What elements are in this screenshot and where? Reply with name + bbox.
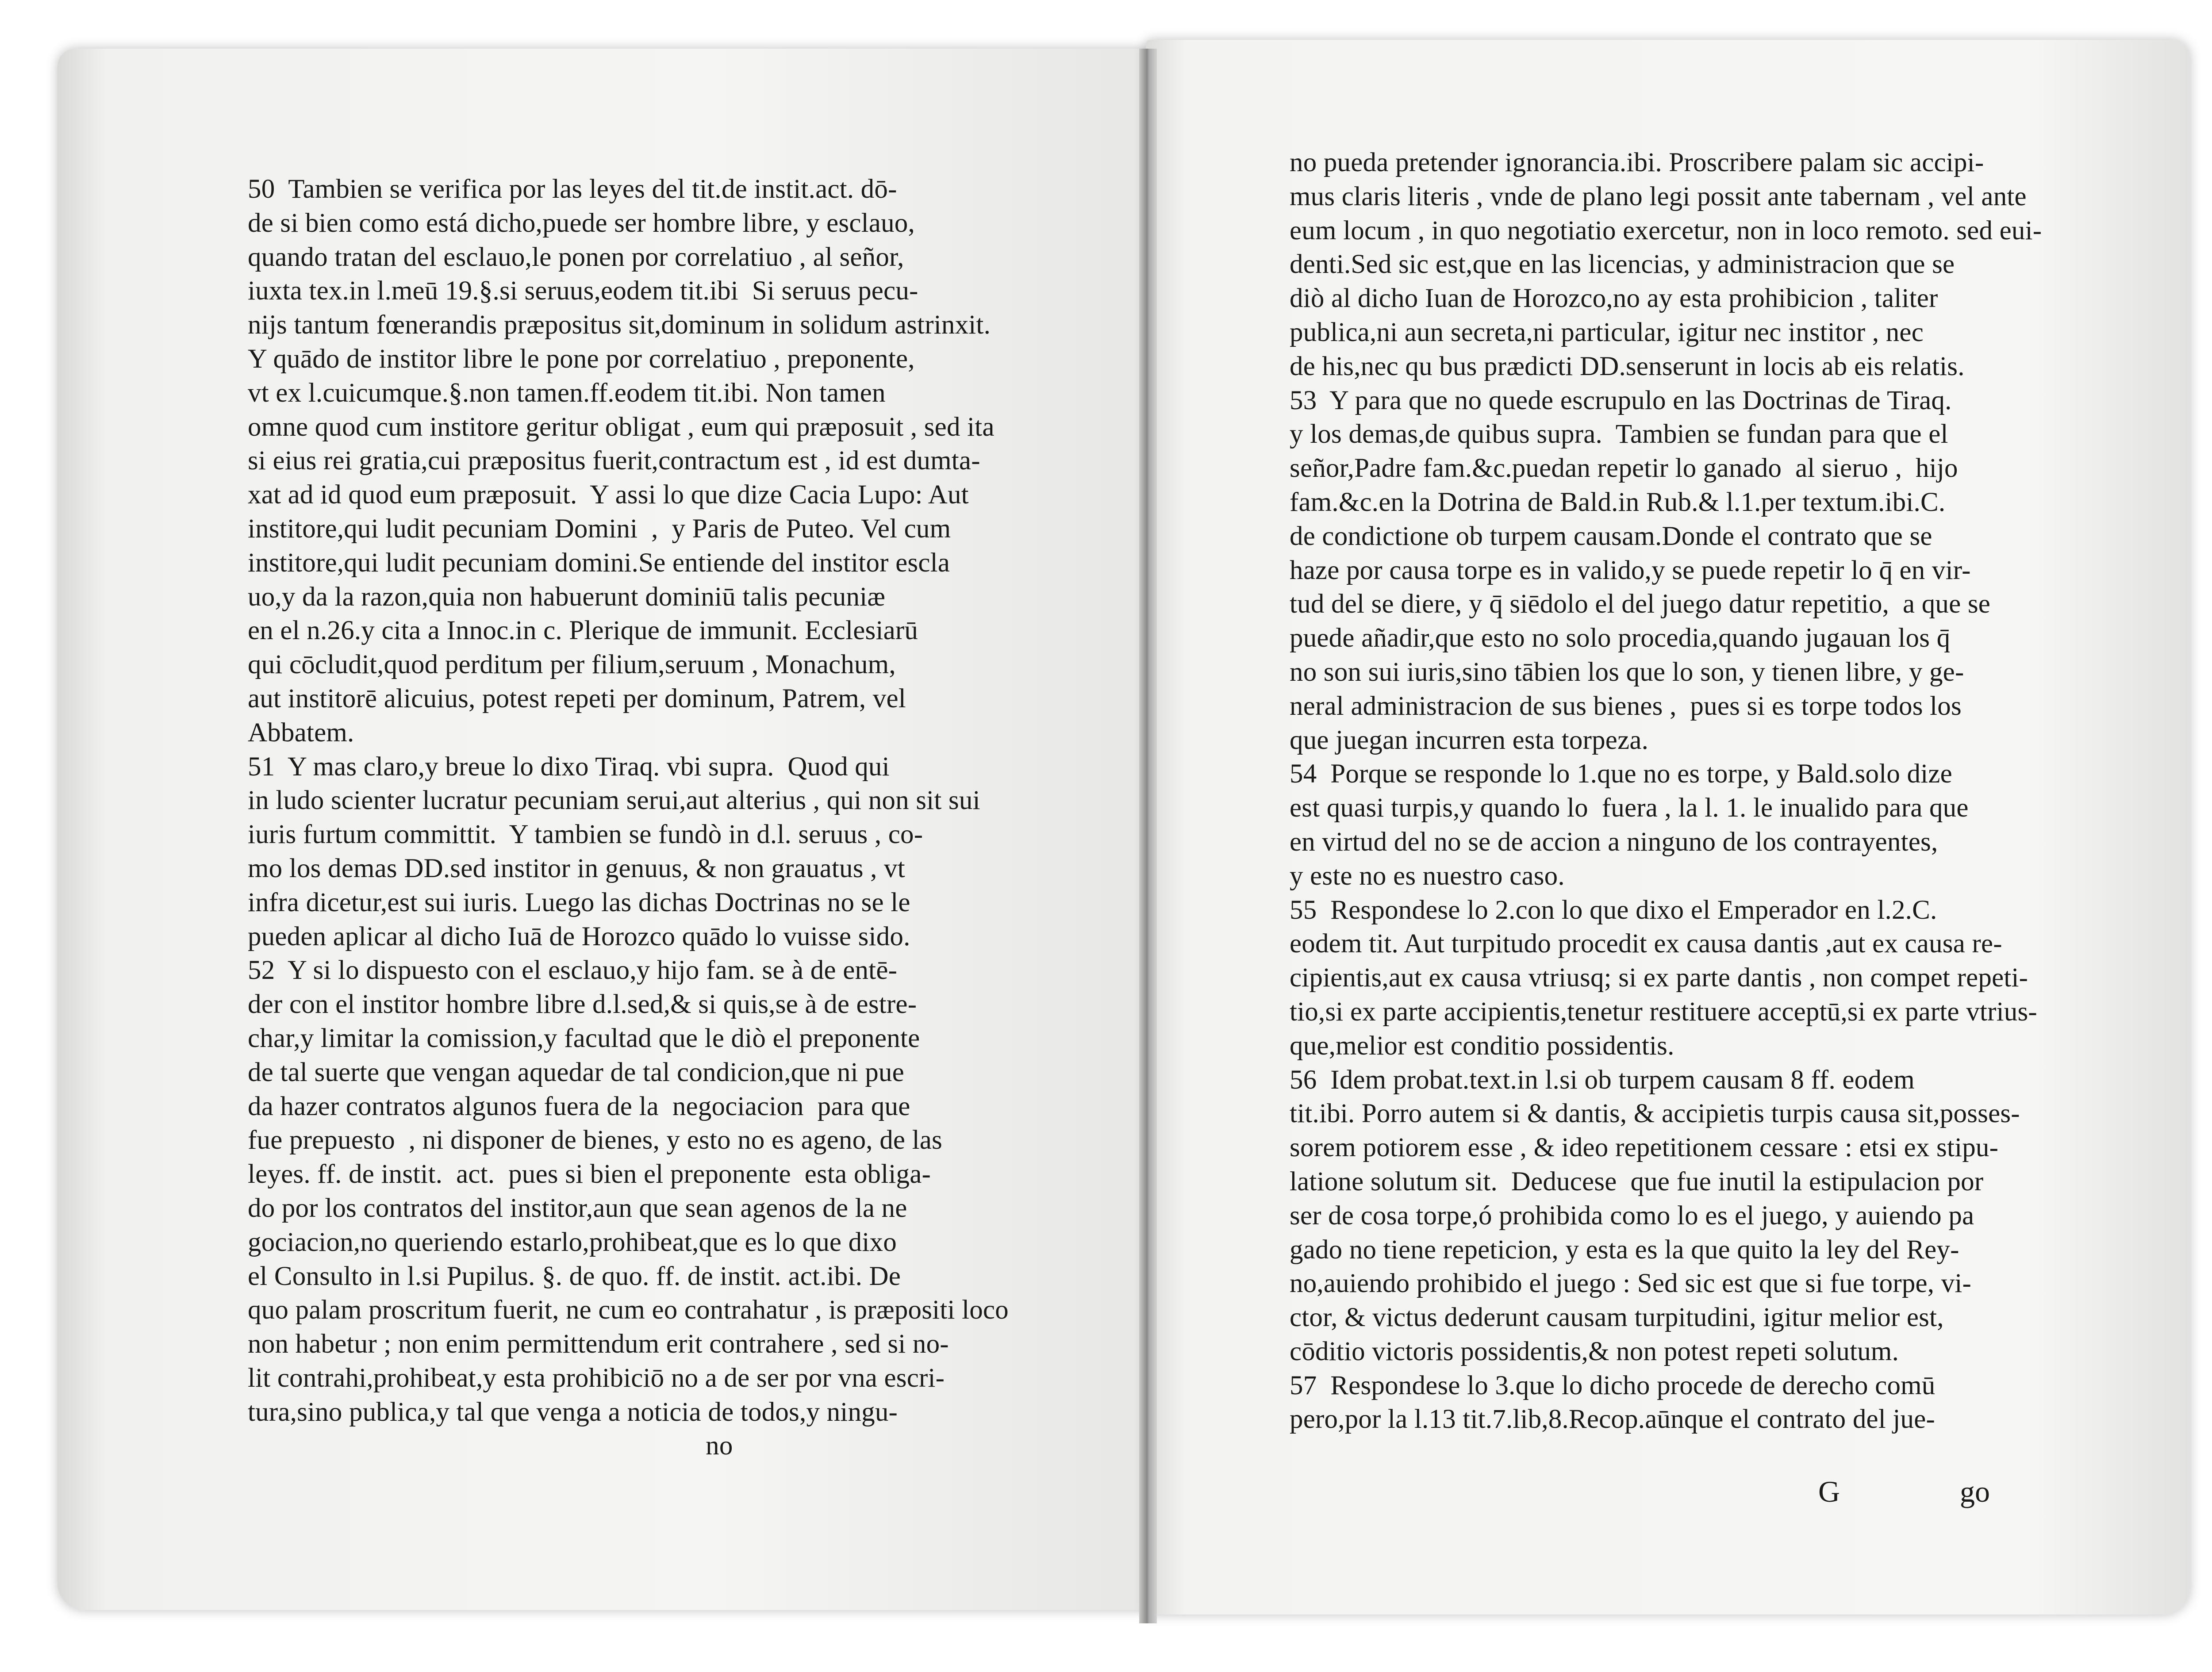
text-line: que juegan incurren esta torpeza.: [1290, 725, 1649, 755]
text-line: 51 Y mas claro,y breue lo dixo Tiraq. vbi supra. Quod qui: [248, 752, 890, 782]
text-line: uo,y da la razon,quia non habuerunt dominiū talis pecuniæ: [248, 582, 886, 612]
text-line: en virtud del no se de accion a ninguno de los contrayentes,: [1290, 827, 1938, 857]
text-line: non habetur ; non enim permittendum erit contrahere , sed si no-: [248, 1329, 949, 1359]
text-line: mo los demas DD.sed institor in genuus, & non grauatus , vt: [248, 853, 905, 883]
text-line: sorem potiorem esse , & ideo repetitionem cessare : etsi ex stipu-: [1290, 1133, 1999, 1163]
text-line: en el n.26.y cita a Innoc.in c. Plerique de immunit. Ecclesiarū: [248, 616, 918, 646]
text-line: aut institorē alicuius, potest repeti per dominum, Patrem, vel: [248, 683, 906, 713]
text-line: ctor, & victus dederunt causam turpitudini, igitur melior est,: [1290, 1303, 1944, 1333]
text-line: 50 Tambien se verifica por las leyes del tit.de instit.act. dō-: [248, 174, 897, 204]
text-line: gociacion,no queriendo estarlo,prohibeat,que es lo que dixo: [248, 1227, 897, 1257]
text-line: el Consulto in l.si Pupilus. §. de quo. ff. de instit. act.ibi. De: [248, 1261, 901, 1291]
text-line: de tal suerte que vengan aquedar de tal condicion,que ni pue: [248, 1057, 904, 1087]
text-line: 54 Porque se responde lo 1.que no es torpe, y Bald.solo dize: [1290, 759, 1952, 789]
right-page-text: [1290, 146, 2081, 1437]
text-line: 56 Idem probat.text.in l.si ob turpem causam 8 ff. eodem: [1290, 1065, 1915, 1095]
text-line: der con el institor hombre libre d.l.sed,& si quis,se à de estre-: [248, 989, 917, 1020]
text-line: cipientis,aut ex causa vtriusq; si ex parte dantis , non compet repeti-: [1290, 963, 2028, 993]
text-line: institore,qui ludit pecuniam Domini , y Paris de Puteo. Vel cum: [248, 514, 951, 544]
text-line: nijs tantum fœnerandis præpositus sit,dominum in solidum astrinxit.: [248, 310, 991, 340]
text-line: do por los contratos del institor,aun que sean agenos de la ne: [248, 1193, 907, 1223]
text-line: xat ad id quod eum præposuit. Y assi lo que dize Cacia Lupo: Aut: [248, 480, 969, 510]
text-line: quando tratan del esclauo,le ponen por correlatiuo , al señor,: [248, 242, 904, 272]
text-line: y los demas,de quibus supra. Tambien se fundan para que el: [1290, 419, 1948, 449]
text-line: eodem tit. Aut turpitudo procedit ex causa dantis ,aut ex causa re-: [1290, 929, 2002, 959]
text-line: eum locum , in quo negotiatio exercetur, non in loco remoto. sed eui-: [1290, 215, 2042, 245]
text-line: puede añadir,que esto no solo procedia,quando jugauan los q̄: [1290, 623, 1951, 653]
text-line: gado no tiene repeticion, y esta es la que quito la ley del Rey-: [1290, 1235, 1959, 1265]
text-line: pero,por la l.13 tit.7.lib,8.Recop.aūnque el contrato del jue-: [1290, 1404, 1936, 1434]
text-line: publica,ni aun secreta,ni particular, igitur nec institor , nec: [1290, 317, 1924, 347]
text-line: iuris furtum committit. Y tambien se fundò in d.l. seruus , co-: [248, 820, 923, 850]
text-line: haze por causa torpe es in valido,y se puede repetir lo q̄ en vir-: [1290, 555, 1971, 585]
text-line: tio,si ex parte accipientis,tenetur restituere acceptū,si ex parte vtrius-: [1290, 997, 2037, 1027]
catchword: go: [1960, 1475, 1990, 1508]
book-gutter: [1139, 49, 1157, 1623]
text-line: ser de cosa torpe,ó prohibida como lo es el juego, y auiendo pa: [1290, 1200, 1974, 1231]
text-line: est quasi turpis,y quando lo fuera , la l. 1. le inualido para que: [1290, 793, 1969, 823]
text-line: iuxta tex.in l.meū 19.§.si seruus,eodem tit.ibi Si seruus pecu-: [248, 276, 918, 306]
text-line: denti.Sed sic est,que en las licencias, y administracion que se: [1290, 249, 1955, 280]
text-line: omne quod cum institore geritur obligat , eum qui præposuit , sed ita: [248, 412, 995, 442]
text-line: que,melior est conditio possidentis.: [1290, 1031, 1674, 1061]
text-line: si eius rei gratia,cui præpositus fuerit,contractum est , id est dumta-: [248, 446, 980, 476]
text-line: no pueda pretender ignorancia.ibi. Proscribere palam sic accipi-: [1290, 148, 1984, 177]
text-line: infra dicetur,est sui iuris. Luego las dichas Doctrinas no se le: [248, 887, 910, 917]
text-line: Abbatem.: [248, 717, 354, 748]
text-line: tit.ibi. Porro autem si & dantis, & accipietis turpis causa sit,posses-: [1290, 1099, 2020, 1129]
text-line: 55 Respondese lo 2.con lo que dixo el Emperador en l.2.C.: [1290, 895, 1937, 925]
text-line: institore,qui ludit pecuniam domini.Se entiende del institor escla: [248, 548, 950, 578]
text-line: no son sui iuris,sino tābien los que lo son, y tienen libre, y ge-: [1290, 657, 1964, 687]
text-line: leyes. ff. de instit. act. pues si bien el preponente esta obliga-: [248, 1159, 931, 1189]
text-line: 52 Y si lo dispuesto con el esclauo,y hijo fam. se à de entē-: [248, 955, 898, 986]
text-line: tud del se diere, y q̄ siēdolo el del juego datur repetitio, a que se: [1290, 589, 1991, 619]
text-line: 53 Y para que no quede escrupulo en las Doctrinas de Tiraq.: [1290, 385, 1952, 415]
text-line: diò al dicho Iuan de Horozco,no ay esta prohibicion , taliter: [1290, 284, 1938, 314]
text-line: tura,sino publica,y tal que venga a noticia de todos,y ningu-: [248, 1397, 898, 1427]
text-line: char,y limitar la comission,y facultad que le diò el preponente: [248, 1023, 920, 1053]
text-line: fam.&c.en la Dotrina de Bald.in Rub.& l.1.per textum.ibi.C.: [1290, 487, 1946, 517]
text-line: fue prepuesto , ni disponer de bienes, y esto no es ageno, de las: [248, 1125, 942, 1155]
signature-mark: G: [1818, 1475, 1840, 1508]
text-line: de his,nec qu bus prædicti DD.senserunt in locis ab eis relatis.: [1290, 351, 1965, 381]
text-line: no: [248, 1431, 733, 1461]
text-line: de si bien como está dicho,puede ser hombre libre, y esclauo,: [248, 208, 915, 238]
left-page-text: [248, 173, 1026, 1463]
text-line: señor,Padre fam.&c.puedan repetir lo ganado al sieruo , hijo: [1290, 453, 1958, 483]
text-line: de condictione ob turpem causam.Donde el contrato que se: [1290, 521, 1932, 551]
text-line: pueden aplicar al dicho Iuā de Horozco quādo lo vuisse sido.: [248, 921, 910, 951]
text-line: in ludo scienter lucratur pecuniam serui,aut alterius , qui non sit sui: [248, 786, 980, 816]
text-line: neral administracion de sus bienes , pues si es torpe todos los: [1290, 691, 1962, 721]
text-line: quo palam proscritum fuerit, ne cum eo contrahatur , is præpositi loco: [248, 1295, 1009, 1325]
text-line: Y quādo de institor libre le pone por correlatiuo , preponente,: [248, 344, 915, 374]
text-line: da hazer contratos algunos fuera de la negociacion para que: [248, 1091, 910, 1121]
text-line: no,auiendo prohibido el juego : Sed sic est que si fue torpe, vi-: [1290, 1269, 1972, 1299]
text-line: mus claris literis , vnde de plano legi possit ante tabernam , vel ante: [1290, 181, 2027, 211]
text-line: y este no es nuestro caso.: [1290, 861, 1565, 891]
text-line: lit contrahi,prohibeat,y esta prohibiciō no a de ser por vna escri-: [248, 1363, 945, 1393]
text-line: qui cōcludit,quod perditum per filium,seruum , Monachum,: [248, 650, 896, 680]
text-line: latione solutum sit. Deducese que fue inutil la estipulacion por: [1290, 1166, 1984, 1196]
text-line: cōditio victoris possidentis,& non potest repeti solutum.: [1290, 1336, 1899, 1366]
text-line: 57 Respondese lo 3.que lo dicho procede de derecho comū: [1290, 1370, 1936, 1400]
text-line: vt ex l.cuicumque.§.non tamen.ff.eodem tit.ibi. Non tamen: [248, 378, 886, 408]
